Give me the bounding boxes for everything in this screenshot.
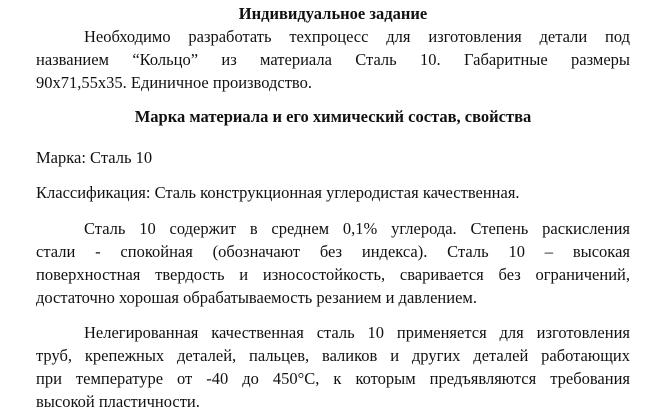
section-heading: Марка материала и его химический состав, свойства	[134, 107, 532, 126]
properties-paragraph-line-1: Сталь 10 содержит в среднем 0,1% углерода. Степень раскисления	[84, 219, 630, 238]
properties-paragraph-line-2: стали - спокойная (обозначают без индекса). Сталь 10 – высокая	[36, 242, 630, 261]
task-text-line-1: Необходимо разработать техпроцесс для изготовления детали под	[84, 27, 630, 46]
properties-paragraph-line-4: достаточно хорошая обрабатываемость резанием и давлением.	[36, 288, 477, 307]
material-classification: Классификация: Сталь конструкционная углеродистая качественная.	[36, 183, 520, 202]
task-heading: Индивидуальное задание	[238, 4, 428, 23]
usage-paragraph-line-4: высокой пластичности.	[36, 392, 200, 411]
material-grade: Марка: Сталь 10	[36, 148, 153, 167]
task-text-line-2: названием “Кольцо” из материала Сталь 10. Габаритные размеры	[36, 50, 630, 69]
usage-paragraph-line-2: труб, крепежных деталей, пальцев, валиков и других деталей работающих	[36, 346, 630, 365]
usage-paragraph-line-1: Нелегированная качественная сталь 10 применяется для изготовления	[84, 323, 630, 342]
properties-paragraph-line-3: поверхностная твердость и износостойкость, сваривается без ограничений,	[36, 265, 630, 284]
task-text-line-3: 90x71,55x35. Единичное производство.	[36, 73, 312, 92]
usage-paragraph-line-3: при температуре от -40 до 450°С, к которым предъявляются требования	[36, 369, 630, 388]
